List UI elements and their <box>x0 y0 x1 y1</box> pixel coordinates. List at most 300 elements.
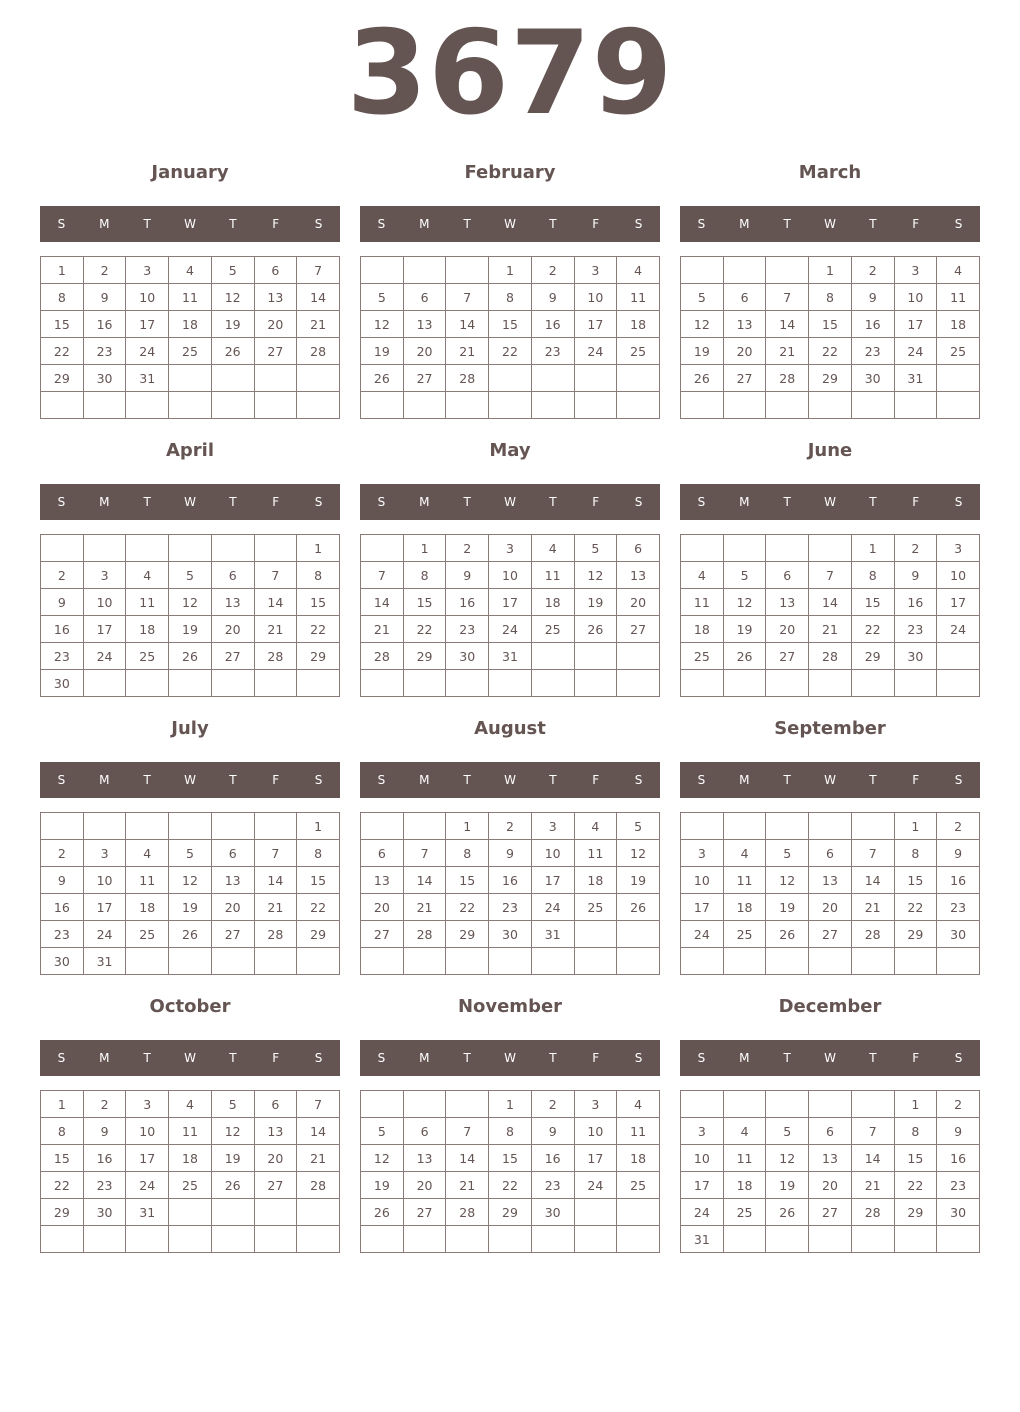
week-row <box>361 1199 660 1226</box>
day-cell: 20 <box>211 616 254 643</box>
day-cell: 18 <box>531 589 574 616</box>
day-cell: 8 <box>809 284 852 311</box>
empty-cell <box>403 1226 446 1253</box>
empty-cell <box>723 535 766 562</box>
day-cell: 24 <box>126 1172 169 1199</box>
day-grid <box>360 534 660 697</box>
weekday-label: T <box>229 217 237 231</box>
day-cell: 3 <box>126 257 169 284</box>
day-cell: 11 <box>126 867 169 894</box>
week-row <box>681 1091 980 1118</box>
empty-cell <box>617 948 660 975</box>
empty-cell <box>361 813 404 840</box>
empty-cell <box>489 948 532 975</box>
weekday-label: S <box>57 773 66 787</box>
week-row <box>361 894 660 921</box>
week-row <box>361 589 660 616</box>
day-cell: 10 <box>937 562 980 589</box>
empty-cell <box>574 1199 617 1226</box>
empty-cell <box>851 1226 894 1253</box>
empty-cell <box>211 392 254 419</box>
empty-cell <box>681 948 724 975</box>
empty-cell <box>361 1226 404 1253</box>
empty-cell <box>403 670 446 697</box>
weekday-label: M <box>419 773 430 787</box>
day-cell: 18 <box>617 1145 660 1172</box>
day-cell: 13 <box>211 867 254 894</box>
empty-cell <box>169 365 212 392</box>
weekday-label: M <box>419 1051 430 1065</box>
day-cell: 20 <box>809 1172 852 1199</box>
day-cell: 3 <box>83 562 126 589</box>
weekday-label: T <box>229 495 237 509</box>
week-row <box>361 284 660 311</box>
empty-cell <box>809 1091 852 1118</box>
day-cell: 10 <box>574 284 617 311</box>
weekday-label: S <box>377 217 386 231</box>
empty-cell <box>851 813 894 840</box>
week-row <box>41 1145 340 1172</box>
day-cell: 15 <box>894 1145 937 1172</box>
day-cell: 9 <box>83 284 126 311</box>
month-name: July <box>171 718 209 739</box>
empty-cell <box>403 392 446 419</box>
empty-cell <box>169 813 212 840</box>
empty-cell <box>617 1199 660 1226</box>
weekday-label: T <box>143 495 151 509</box>
day-cell: 26 <box>169 921 212 948</box>
day-cell: 5 <box>766 840 809 867</box>
day-cell: 16 <box>937 1145 980 1172</box>
day-cell: 29 <box>297 921 340 948</box>
empty-cell <box>254 535 297 562</box>
day-cell: 18 <box>169 1145 212 1172</box>
weekday-label: S <box>314 773 323 787</box>
day-cell: 2 <box>531 1091 574 1118</box>
day-cell: 5 <box>361 284 404 311</box>
day-grid <box>40 256 340 419</box>
day-cell: 2 <box>489 813 532 840</box>
empty-cell <box>169 670 212 697</box>
day-cell: 29 <box>41 365 84 392</box>
day-grid <box>40 534 340 697</box>
empty-cell <box>766 392 809 419</box>
day-cell: 7 <box>361 562 404 589</box>
day-cell: 28 <box>297 1172 340 1199</box>
day-cell: 30 <box>41 948 84 975</box>
day-cell: 5 <box>211 257 254 284</box>
day-cell: 7 <box>851 1118 894 1145</box>
day-cell: 8 <box>851 562 894 589</box>
day-cell: 15 <box>489 311 532 338</box>
day-cell: 4 <box>126 562 169 589</box>
empty-cell <box>681 392 724 419</box>
day-cell: 9 <box>41 589 84 616</box>
day-cell: 1 <box>809 257 852 284</box>
day-cell: 1 <box>297 535 340 562</box>
empty-cell <box>723 257 766 284</box>
day-cell: 5 <box>681 284 724 311</box>
day-cell: 17 <box>126 311 169 338</box>
weekday-header <box>40 484 340 520</box>
day-cell: 29 <box>446 921 489 948</box>
day-cell: 15 <box>297 589 340 616</box>
day-cell: 28 <box>361 643 404 670</box>
weekday-label: T <box>463 217 471 231</box>
empty-cell <box>361 257 404 284</box>
day-grid <box>360 1090 660 1253</box>
day-cell: 21 <box>446 338 489 365</box>
weekday-label: W <box>184 217 196 231</box>
day-cell: 15 <box>403 589 446 616</box>
empty-cell <box>937 948 980 975</box>
day-cell: 7 <box>851 840 894 867</box>
day-cell: 10 <box>126 1118 169 1145</box>
empty-cell <box>297 670 340 697</box>
day-cell: 27 <box>403 1199 446 1226</box>
day-cell: 12 <box>361 311 404 338</box>
day-cell: 18 <box>681 616 724 643</box>
day-cell: 23 <box>851 338 894 365</box>
day-cell: 24 <box>574 1172 617 1199</box>
empty-cell <box>851 670 894 697</box>
weekday-label: F <box>592 773 600 787</box>
day-cell: 19 <box>361 338 404 365</box>
empty-cell <box>361 535 404 562</box>
day-cell: 9 <box>531 1118 574 1145</box>
weekday-label: S <box>634 217 643 231</box>
day-cell: 16 <box>83 311 126 338</box>
week-row <box>361 1172 660 1199</box>
empty-cell <box>254 365 297 392</box>
day-grid <box>680 1090 980 1253</box>
day-cell: 17 <box>574 1145 617 1172</box>
week-row <box>41 813 340 840</box>
day-cell: 19 <box>723 616 766 643</box>
day-cell: 12 <box>169 867 212 894</box>
empty-cell <box>254 813 297 840</box>
day-cell: 1 <box>489 257 532 284</box>
day-cell: 7 <box>446 284 489 311</box>
day-cell: 6 <box>211 562 254 589</box>
day-cell: 19 <box>169 616 212 643</box>
empty-cell <box>809 535 852 562</box>
empty-cell <box>617 392 660 419</box>
day-cell: 14 <box>766 311 809 338</box>
day-cell: 24 <box>894 338 937 365</box>
day-cell: 20 <box>809 894 852 921</box>
weekday-label: W <box>184 1051 196 1065</box>
weekday-header <box>360 484 660 520</box>
day-cell: 29 <box>403 643 446 670</box>
empty-cell <box>211 365 254 392</box>
weekday-label: S <box>377 495 386 509</box>
empty-cell <box>403 257 446 284</box>
week-row <box>361 535 660 562</box>
empty-cell <box>446 1226 489 1253</box>
day-cell: 4 <box>617 1091 660 1118</box>
day-cell: 11 <box>617 284 660 311</box>
day-cell: 20 <box>723 338 766 365</box>
day-cell: 12 <box>361 1145 404 1172</box>
empty-cell <box>211 535 254 562</box>
empty-cell <box>851 1091 894 1118</box>
day-cell: 17 <box>681 894 724 921</box>
empty-cell <box>169 1226 212 1253</box>
weekday-label: S <box>314 1051 323 1065</box>
day-cell: 5 <box>169 562 212 589</box>
weekday-label: T <box>549 773 557 787</box>
day-cell: 1 <box>894 1091 937 1118</box>
day-cell: 20 <box>211 894 254 921</box>
week-row <box>681 1226 980 1253</box>
weekday-label: W <box>184 495 196 509</box>
weekday-label: T <box>869 773 877 787</box>
day-cell: 17 <box>937 589 980 616</box>
day-cell: 13 <box>403 1145 446 1172</box>
day-cell: 27 <box>211 643 254 670</box>
week-row <box>681 643 980 670</box>
empty-cell <box>446 670 489 697</box>
day-cell: 9 <box>937 1118 980 1145</box>
empty-cell <box>574 670 617 697</box>
empty-cell <box>403 948 446 975</box>
day-cell: 1 <box>297 813 340 840</box>
day-cell: 23 <box>446 616 489 643</box>
week-row <box>41 338 340 365</box>
empty-cell <box>211 813 254 840</box>
empty-cell <box>766 1091 809 1118</box>
day-cell: 27 <box>254 338 297 365</box>
weekday-label: S <box>314 217 323 231</box>
week-row <box>41 562 340 589</box>
empty-cell <box>809 1226 852 1253</box>
day-cell: 27 <box>211 921 254 948</box>
day-cell: 19 <box>766 1172 809 1199</box>
day-cell: 28 <box>851 921 894 948</box>
day-cell: 15 <box>446 867 489 894</box>
day-cell: 23 <box>489 894 532 921</box>
day-cell: 25 <box>126 643 169 670</box>
week-row <box>41 840 340 867</box>
day-cell: 22 <box>297 894 340 921</box>
week-row <box>41 1172 340 1199</box>
day-cell: 22 <box>894 894 937 921</box>
week-row <box>41 311 340 338</box>
weekday-label: T <box>463 773 471 787</box>
day-cell: 25 <box>126 921 169 948</box>
day-cell: 20 <box>254 311 297 338</box>
day-cell: 5 <box>574 535 617 562</box>
empty-cell <box>766 948 809 975</box>
day-cell: 19 <box>211 1145 254 1172</box>
empty-cell <box>297 948 340 975</box>
day-cell: 3 <box>126 1091 169 1118</box>
day-cell: 1 <box>851 535 894 562</box>
day-cell: 26 <box>766 1199 809 1226</box>
day-cell: 21 <box>766 338 809 365</box>
day-cell: 13 <box>361 867 404 894</box>
empty-cell <box>574 948 617 975</box>
day-cell: 28 <box>254 643 297 670</box>
empty-cell <box>574 1226 617 1253</box>
week-row <box>361 948 660 975</box>
week-row <box>361 616 660 643</box>
day-cell: 20 <box>403 1172 446 1199</box>
weekday-label: T <box>869 495 877 509</box>
week-row <box>681 311 980 338</box>
empty-cell <box>169 948 212 975</box>
day-cell: 17 <box>83 894 126 921</box>
day-cell: 13 <box>809 1145 852 1172</box>
day-cell: 28 <box>446 365 489 392</box>
empty-cell <box>254 392 297 419</box>
day-cell: 1 <box>446 813 489 840</box>
day-cell: 5 <box>361 1118 404 1145</box>
empty-cell <box>766 1226 809 1253</box>
day-cell: 1 <box>489 1091 532 1118</box>
day-cell: 29 <box>894 921 937 948</box>
empty-cell <box>851 948 894 975</box>
empty-cell <box>126 535 169 562</box>
day-cell: 27 <box>766 643 809 670</box>
day-cell: 6 <box>361 840 404 867</box>
day-grid <box>40 812 340 975</box>
weekday-label: T <box>463 1051 471 1065</box>
day-cell: 27 <box>403 365 446 392</box>
empty-cell <box>446 257 489 284</box>
empty-cell <box>297 1199 340 1226</box>
day-cell: 28 <box>446 1199 489 1226</box>
weekday-label: M <box>739 495 750 509</box>
month-name: March <box>798 162 862 183</box>
week-row <box>41 1118 340 1145</box>
day-cell: 29 <box>41 1199 84 1226</box>
week-row <box>41 535 340 562</box>
day-cell: 16 <box>41 894 84 921</box>
week-row <box>361 670 660 697</box>
empty-cell <box>937 643 980 670</box>
day-cell: 2 <box>937 1091 980 1118</box>
day-cell: 29 <box>851 643 894 670</box>
empty-cell <box>297 392 340 419</box>
month-name: December <box>778 996 882 1017</box>
week-row <box>41 392 340 419</box>
empty-cell <box>681 1091 724 1118</box>
day-cell: 17 <box>83 616 126 643</box>
weekday-label: M <box>739 217 750 231</box>
week-row <box>361 840 660 867</box>
day-cell: 1 <box>41 1091 84 1118</box>
week-row <box>681 365 980 392</box>
day-cell: 23 <box>83 1172 126 1199</box>
day-cell: 4 <box>169 257 212 284</box>
week-row <box>41 948 340 975</box>
day-cell: 25 <box>617 338 660 365</box>
weekday-label: S <box>57 495 66 509</box>
weekday-label: F <box>912 773 920 787</box>
day-cell: 2 <box>41 562 84 589</box>
day-cell: 5 <box>766 1118 809 1145</box>
month-name: April <box>165 440 215 461</box>
weekday-label: T <box>549 217 557 231</box>
empty-cell <box>446 1091 489 1118</box>
day-cell: 13 <box>766 589 809 616</box>
day-cell: 27 <box>809 1199 852 1226</box>
day-cell: 8 <box>894 840 937 867</box>
weekday-label: W <box>824 1051 836 1065</box>
day-cell: 26 <box>574 616 617 643</box>
weekday-header <box>360 206 660 242</box>
day-cell: 10 <box>489 562 532 589</box>
day-grid <box>40 1090 340 1253</box>
day-cell: 21 <box>297 1145 340 1172</box>
day-cell: 4 <box>169 1091 212 1118</box>
day-cell: 31 <box>681 1226 724 1253</box>
empty-cell <box>937 670 980 697</box>
day-cell: 12 <box>766 867 809 894</box>
day-cell: 14 <box>361 589 404 616</box>
empty-cell <box>574 392 617 419</box>
day-cell: 17 <box>681 1172 724 1199</box>
empty-cell <box>83 535 126 562</box>
day-cell: 18 <box>126 894 169 921</box>
empty-cell <box>531 948 574 975</box>
weekday-label: S <box>377 773 386 787</box>
day-cell: 4 <box>574 813 617 840</box>
empty-cell <box>617 670 660 697</box>
week-row <box>361 311 660 338</box>
week-row <box>681 894 980 921</box>
year-title: 3679 <box>346 6 674 141</box>
day-cell: 31 <box>489 643 532 670</box>
empty-cell <box>169 1199 212 1226</box>
empty-cell <box>617 365 660 392</box>
empty-cell <box>446 392 489 419</box>
empty-cell <box>574 643 617 670</box>
day-cell: 10 <box>83 867 126 894</box>
day-cell: 26 <box>681 365 724 392</box>
day-cell: 29 <box>809 365 852 392</box>
weekday-label: F <box>912 1051 920 1065</box>
day-cell: 18 <box>723 894 766 921</box>
day-cell: 14 <box>297 284 340 311</box>
day-cell: 11 <box>937 284 980 311</box>
day-cell: 22 <box>41 1172 84 1199</box>
day-cell: 24 <box>126 338 169 365</box>
day-cell: 3 <box>531 813 574 840</box>
day-cell: 16 <box>83 1145 126 1172</box>
day-cell: 2 <box>894 535 937 562</box>
empty-cell <box>766 670 809 697</box>
day-cell: 12 <box>617 840 660 867</box>
day-cell: 31 <box>83 948 126 975</box>
day-cell: 19 <box>574 589 617 616</box>
empty-cell <box>211 1226 254 1253</box>
empty-cell <box>617 921 660 948</box>
day-cell: 19 <box>766 894 809 921</box>
day-cell: 12 <box>211 1118 254 1145</box>
empty-cell <box>41 1226 84 1253</box>
day-cell: 16 <box>531 311 574 338</box>
weekday-label: M <box>99 495 110 509</box>
day-grid <box>360 256 660 419</box>
weekday-label: T <box>549 495 557 509</box>
day-cell: 17 <box>894 311 937 338</box>
day-cell: 10 <box>83 589 126 616</box>
empty-cell <box>894 392 937 419</box>
month-name: May <box>489 440 531 461</box>
